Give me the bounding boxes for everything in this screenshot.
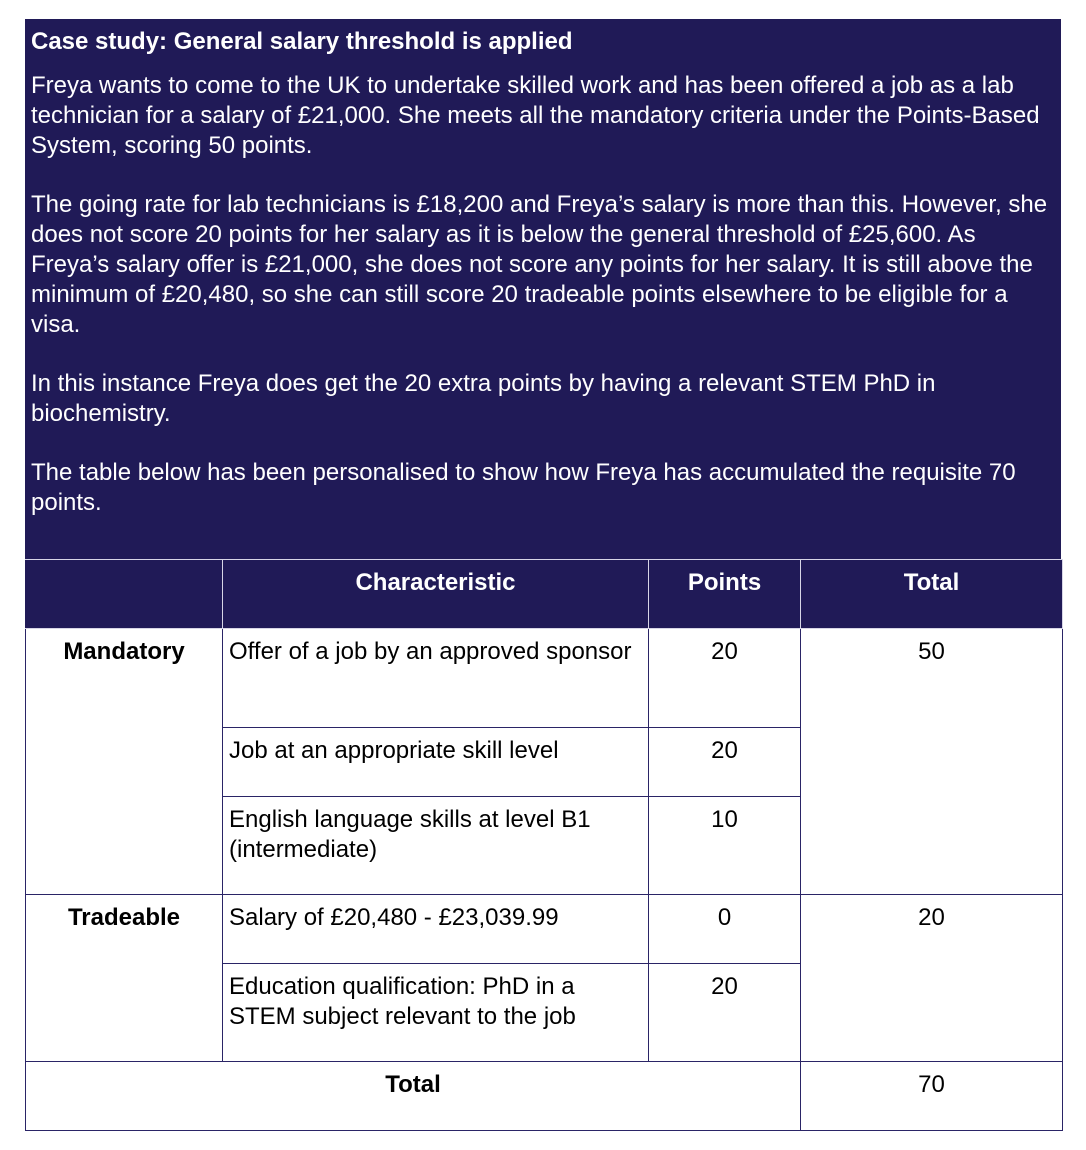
case-study-title: Case study: General salary threshold is applied	[31, 28, 573, 55]
case-study-paragraph: Freya wants to come to the UK to undertake skilled work and has been offered a job as a lab technician for a salary of £21,000. She meets all the mandatory criteria under the Points-Based System, scoring 50 points.	[31, 72, 1040, 159]
group-total-mandatory: 50	[801, 629, 1063, 895]
case-study-paragraph: In this instance Freya does get the 20 extra points by having a relevant STEM PhD in biochemistry.	[31, 370, 936, 427]
table-header-row	[26, 560, 1063, 629]
points-cell: 20	[649, 728, 801, 797]
header-points: Points	[649, 560, 801, 629]
table-row	[26, 629, 1063, 728]
case-study-box	[25, 19, 1061, 559]
points-cell: 20	[649, 629, 801, 728]
characteristic-cell: Education qualification: PhD in a STEM subject relevant to the job	[223, 964, 649, 1062]
grand-total-label: Total	[26, 1062, 801, 1131]
points-table	[25, 559, 1063, 1131]
header-group	[26, 560, 223, 629]
group-total-tradeable: 20	[801, 895, 1063, 1062]
group-label-tradeable: Tradeable	[26, 895, 223, 1062]
points-cell: 0	[649, 895, 801, 964]
header-characteristic: Characteristic	[223, 560, 649, 629]
characteristic-cell: Salary of £20,480 - £23,039.99	[223, 895, 649, 964]
characteristic-cell: English language skills at level B1 (intermediate)	[223, 797, 649, 895]
case-study-paragraph: The table below has been personalised to show how Freya has accumulated the requisite 70 points.	[31, 459, 1016, 516]
grand-total-value: 70	[801, 1062, 1063, 1131]
group-label-mandatory: Mandatory	[26, 629, 223, 895]
case-study-paragraph: The going rate for lab technicians is £18,200 and Freya’s salary is more than this. However, she does not score 20 points for her salary as it is below the general threshold of £25,600. As Freya’s salary offer is £21,000, she does not score any points for her salary. It is still above the minimum of £20,480, so she can still score 20 tradeable points elsewhere to be eligible for a visa.	[31, 191, 1048, 338]
points-cell: 10	[649, 797, 801, 895]
points-cell: 20	[649, 964, 801, 1062]
grand-total-row	[26, 1062, 1063, 1131]
table-row	[26, 895, 1063, 964]
header-total: Total	[801, 560, 1063, 629]
characteristic-cell: Job at an appropriate skill level	[223, 728, 649, 797]
characteristic-cell: Offer of a job by an approved sponsor	[223, 629, 649, 728]
